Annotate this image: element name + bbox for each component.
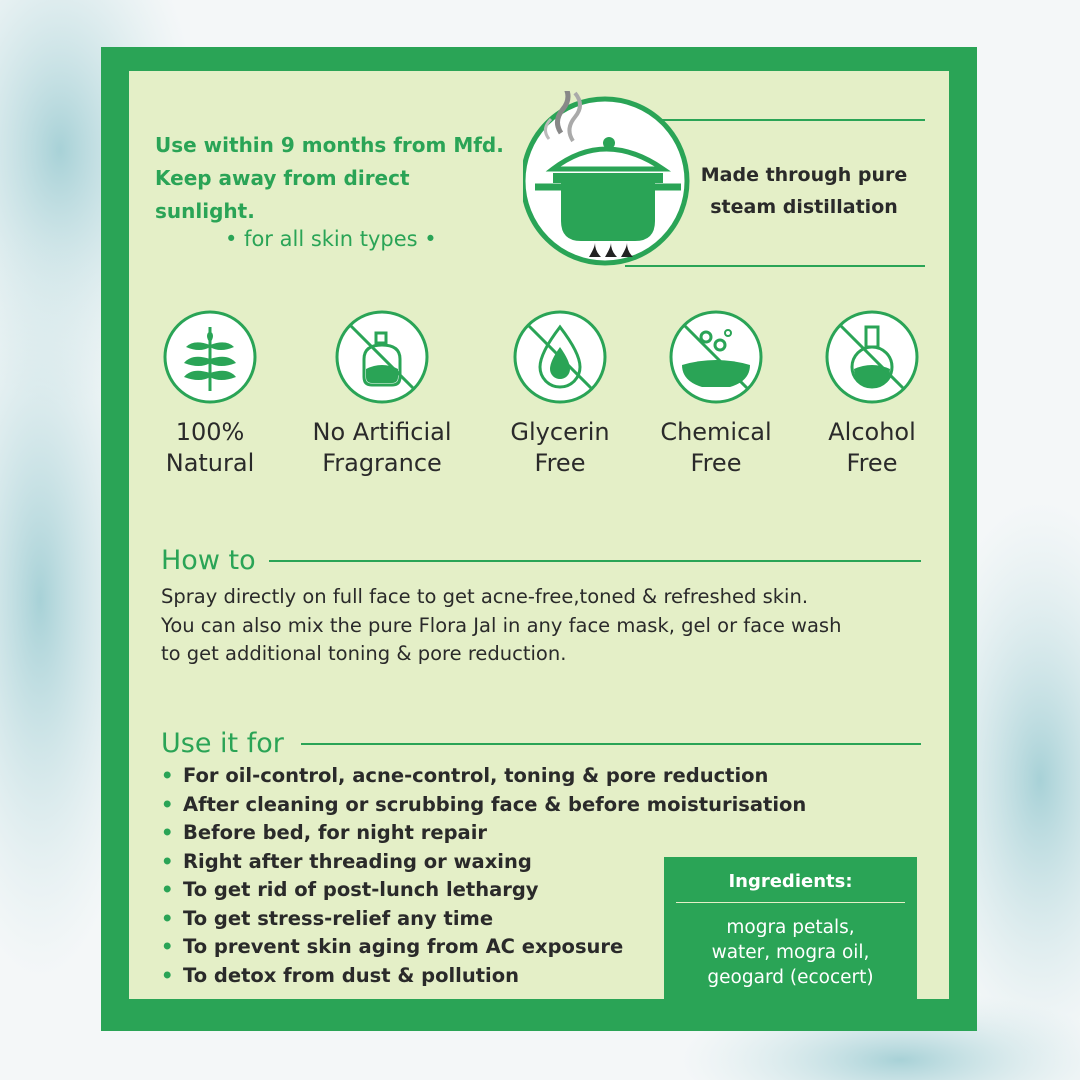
ingredients-title: Ingredients: <box>728 871 853 892</box>
no-chemical-icon <box>668 309 764 405</box>
list-item: • Before bed, for night repair <box>161 821 488 844</box>
list-item-text: Before bed, for night repair <box>183 821 488 844</box>
storage-line-1: Use within 9 months from Mfd. <box>155 133 504 157</box>
list-item: • To detox from dust & pollution <box>161 963 520 987</box>
ingredient-line: geogard (ecocert) <box>707 967 874 988</box>
feature-label-line: 100% <box>175 418 245 446</box>
feature-label-line: Free <box>534 449 586 477</box>
feature-label-line: Fragrance <box>322 449 442 477</box>
feature-glycerin-free <box>485 309 635 479</box>
ingredients-box <box>664 857 917 1006</box>
feature-label-line: Natural <box>165 449 255 477</box>
feature-alcohol-free <box>797 309 947 479</box>
list-item-text: For oil-control, acne-control, toning & pore reduction <box>183 764 769 787</box>
list-item-text: Right after threading or waxing <box>183 849 532 873</box>
list-item: • Right after threading or waxing <box>161 849 532 873</box>
ingredient-line: water, mogra oil, <box>711 942 870 963</box>
list-item-text: After cleaning or scrubbing face & before moisturisation <box>183 792 807 816</box>
use-it-for-title: Use it for <box>161 728 284 759</box>
feature-no-fragrance <box>307 309 457 479</box>
label-panel <box>129 71 949 999</box>
list-item-text: To detox from dust & pollution <box>183 963 520 987</box>
distillation-line-1: Made through pure <box>700 164 908 186</box>
feature-label-line: Free <box>690 449 742 477</box>
how-to-line: to get additional toning & pore reduction. <box>161 642 567 665</box>
no-perfume-icon <box>334 309 430 405</box>
list-item-text: To get rid of post-lunch lethargy <box>183 878 539 901</box>
use-it-for-rule <box>301 743 921 745</box>
ingredients-list <box>664 915 917 990</box>
how-to-line: Spray directly on full face to get acne-free,toned & refreshed skin. <box>161 585 809 608</box>
how-to-title: How to <box>161 545 256 576</box>
feature-label-line: Free <box>846 449 898 477</box>
distillation-line-2: steam distillation <box>710 196 898 218</box>
list-item: • After cleaning or scrubbing face & before moisturisation <box>161 792 807 816</box>
list-item: • To get rid of post-lunch lethargy <box>161 878 539 901</box>
how-to-line: You can also mix the pure Flora Jal in any face mask, gel or face wash <box>161 613 842 637</box>
list-item-text: To prevent skin aging from AC exposure <box>183 935 624 958</box>
feature-label-line: No Artificial <box>312 418 452 446</box>
feature-label-line: Chemical <box>660 418 772 446</box>
storage-line-2: Keep away from direct sunlight. <box>155 166 410 223</box>
list-item-text: To get stress-relief any time <box>183 906 494 930</box>
no-flask-icon <box>824 309 920 405</box>
steam-distillation-text <box>689 159 919 223</box>
list-item: • To get stress-relief any time <box>161 906 494 930</box>
how-to-rule <box>269 560 921 562</box>
feature-natural <box>135 309 285 479</box>
feature-chemical-free <box>641 309 791 479</box>
feature-label-line: Alcohol <box>828 418 916 446</box>
no-drop-icon <box>512 309 608 405</box>
how-to-text <box>161 583 841 669</box>
ingredient-line: mogra petals, <box>726 917 855 938</box>
ingredients-divider <box>676 902 905 903</box>
leaf-branch-icon <box>162 309 258 405</box>
list-item: • To prevent skin aging from AC exposure <box>161 935 624 958</box>
skin-types: • for all skin types • <box>225 227 437 251</box>
storage-instructions <box>155 129 515 228</box>
feature-label-line: Glycerin <box>510 418 610 446</box>
label-frame <box>101 47 977 1031</box>
list-item: • For oil-control, acne-control, toning & pore reduction <box>161 764 769 787</box>
